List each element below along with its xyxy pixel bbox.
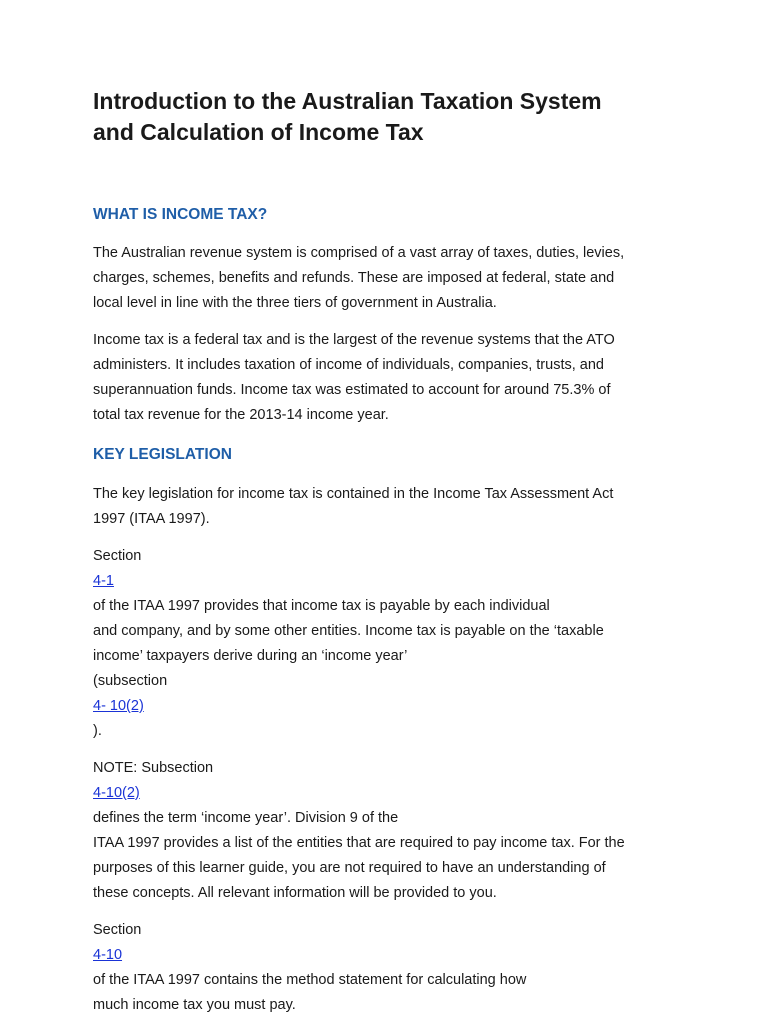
paragraph-line: administers. It includes taxation of income of individuals, companies, trusts, and <box>93 357 604 373</box>
paragraph-line: The key legislation for income tax is contained in the Income Tax Assessment Act <box>93 486 614 502</box>
text-run: ). <box>93 723 102 739</box>
paragraph-section-4-10 <box>93 918 678 1018</box>
paragraph-line: purposes of this learner guide, you are not required to have an understanding of <box>93 860 606 876</box>
text-run: of the ITAA 1997 provides that income tax is payable by each individual <box>93 598 550 614</box>
text-run: of the ITAA 1997 contains the method statement for calculating how <box>93 972 527 988</box>
paragraph-line: income’ taxpayers derive during an ‘income year’ <box>93 648 408 664</box>
link-section-4-1[interactable]: 4-1 <box>93 573 114 589</box>
paragraph-line: ITAA 1997 provides a list of the entities that are required to pay income tax. For the <box>93 835 625 851</box>
section-heading-key-legislation: KEY LEGISLATION <box>93 446 232 463</box>
title-line: Introduction to the Australian Taxation System <box>93 88 602 114</box>
paragraph-federal-tax <box>93 328 678 428</box>
link-subsection-4-10-2-note[interactable]: 4-10(2) <box>93 785 140 801</box>
paragraph-line: Income tax is a federal tax and is the largest of the revenue systems that the ATO <box>93 332 615 348</box>
paragraph-line: charges, schemes, benefits and refunds. These are imposed at federal, state and <box>93 270 615 286</box>
text-run: Section <box>93 922 142 938</box>
paragraph-note <box>93 756 678 906</box>
title-line: and Calculation of Income Tax <box>93 119 424 145</box>
page-title <box>93 86 678 148</box>
paragraph-line: 1997 (ITAA 1997). <box>93 511 210 527</box>
text-run: defines the term ‘income year’. Division 9 of the <box>93 810 399 826</box>
paragraph-section-4-1 <box>93 544 678 744</box>
paragraph-line <box>93 669 678 744</box>
paragraph-line: total tax revenue for the 2013-14 income year. <box>93 407 389 423</box>
link-section-4-10[interactable]: 4-10 <box>93 947 123 963</box>
paragraph-line: these concepts. All relevant information will be provided to you. <box>93 885 497 901</box>
paragraph-line <box>93 918 678 993</box>
paragraph-line: superannuation funds. Income tax was estimated to account for around 75.3% of <box>93 382 611 398</box>
paragraph-line: much income tax you must pay. <box>93 997 296 1013</box>
paragraph-line <box>93 756 678 831</box>
paragraph-line: The Australian revenue system is comprised of a vast array of taxes, duties, levies, <box>93 245 625 261</box>
paragraph-revenue-system <box>93 241 678 316</box>
text-run: NOTE: Subsection <box>93 760 214 776</box>
paragraph-line: and company, and by some other entities. Income tax is payable on the ‘taxable <box>93 623 604 639</box>
paragraph-key-legislation <box>93 482 678 532</box>
paragraph-line <box>93 544 678 619</box>
text-run: Section <box>93 548 142 564</box>
link-subsection-4-10-2[interactable]: 4- 10(2) <box>93 698 144 714</box>
section-heading-what-is-income-tax: WHAT IS INCOME TAX? <box>93 206 268 223</box>
text-run: (subsection <box>93 673 168 689</box>
paragraph-line: local level in line with the three tiers of government in Australia. <box>93 295 497 311</box>
